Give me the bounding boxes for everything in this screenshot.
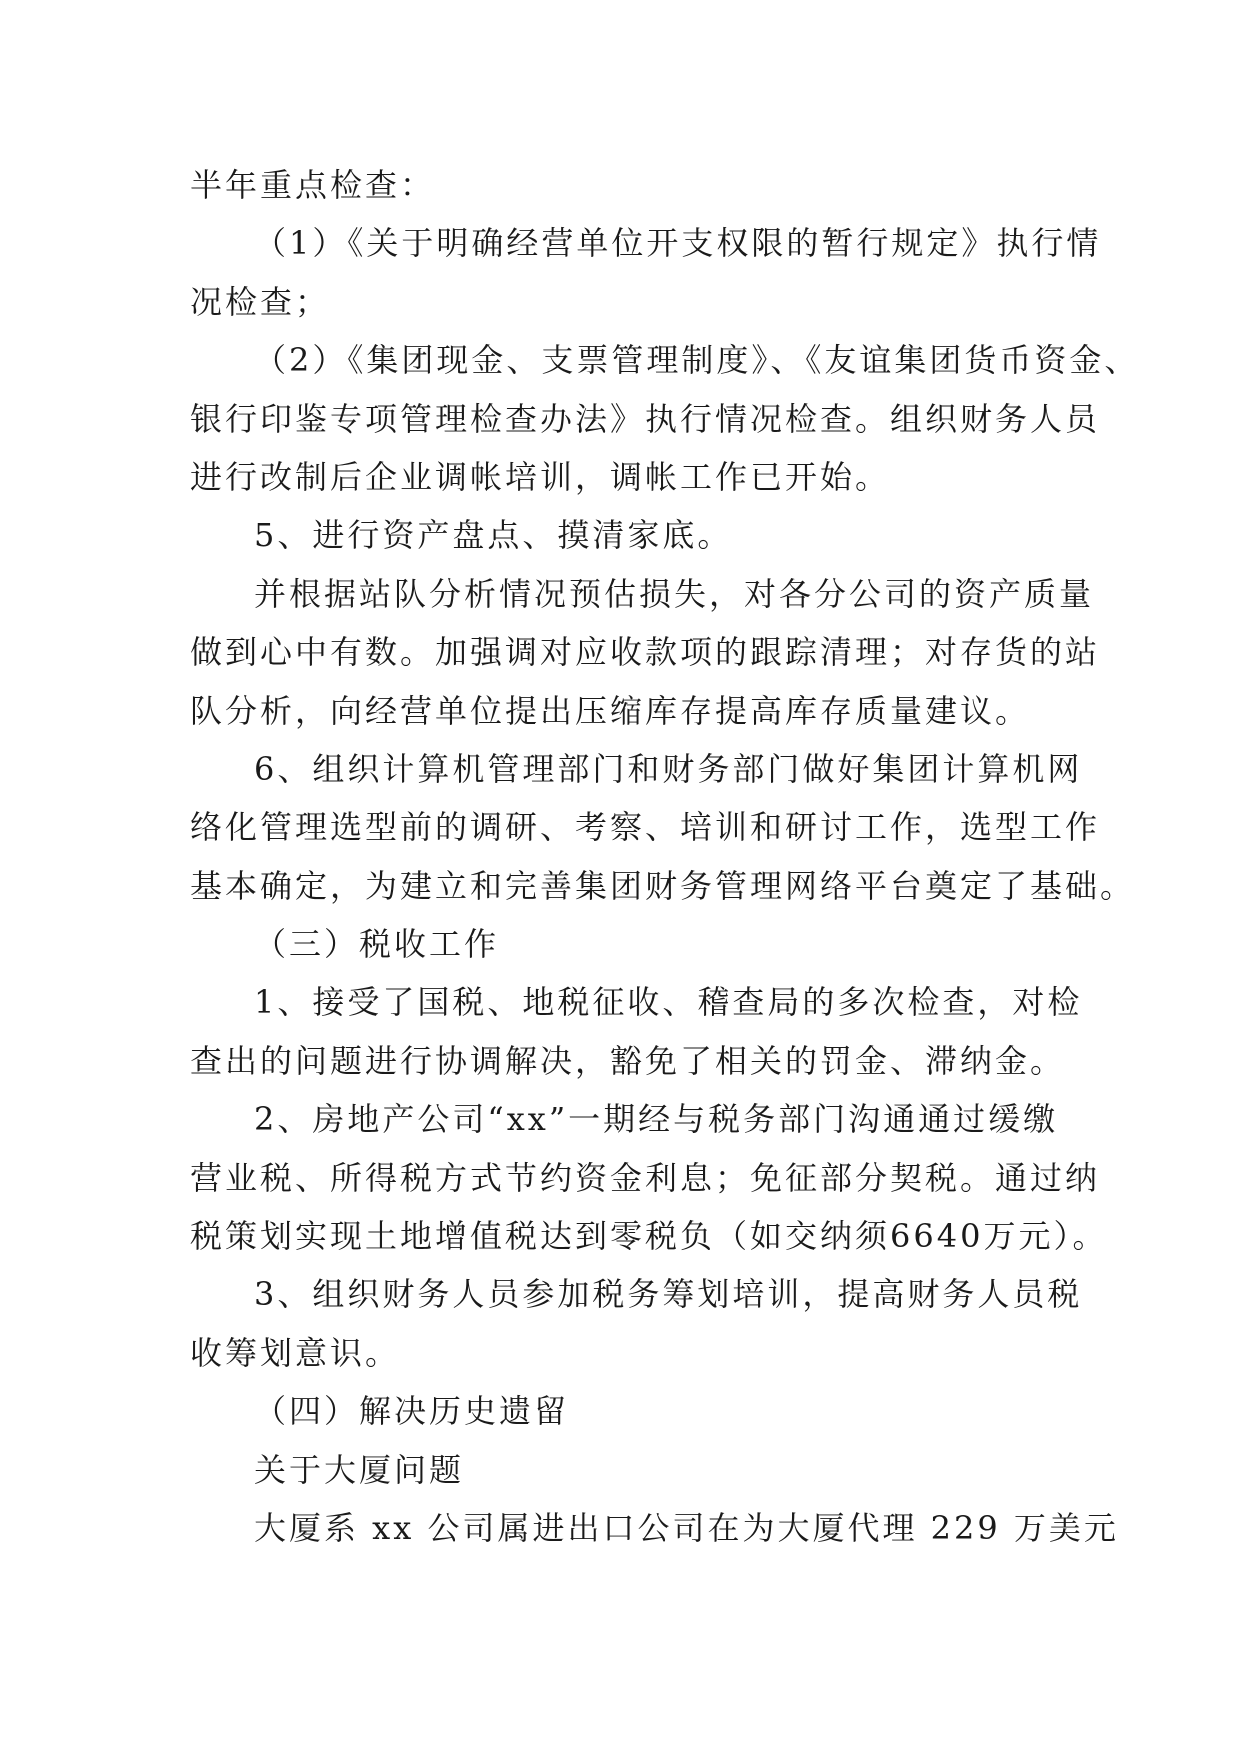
text-line: （1）《关于明确经营单位开支权限的暂行规定》执行情 <box>254 224 1102 263</box>
text-line: 大厦系 xx 公司属进出口公司在为大厦代理 229 万美元 <box>254 1508 1119 1547</box>
text-line: 况检查； <box>190 282 331 321</box>
text-line: 税策划实现土地增值税达到零税负（如交纳须6640万元）。 <box>190 1217 1108 1256</box>
text-line: 6、组织计算机管理部门和财务部门做好集团计算机网 <box>254 749 1083 788</box>
section-heading: （三）税收工作 <box>254 925 500 964</box>
text-line: 2、房地产公司“xx”一期经与税务部门沟通通过缓缴 <box>254 1100 1059 1139</box>
text-line: 查出的问题进行协调解决，豁免了相关的罚金、滞纳金。 <box>190 1041 1066 1080</box>
text-line: 收筹划意识。 <box>190 1333 401 1372</box>
text-line: 3、组织财务人员参加税务筹划培训，提高财务人员税 <box>254 1275 1083 1314</box>
text-line: 队分析，向经营单位提出压缩库存提高库存质量建议。 <box>190 691 1031 730</box>
text-line: （2）《集团现金、支票管理制度》、《友谊集团货币资金、 <box>254 341 1140 380</box>
text-line: 络化管理选型前的调研、考察、培训和研讨工作，选型工作 <box>190 808 1101 847</box>
text-line: 做到心中有数。加强调对应收款项的跟踪清理；对存货的站 <box>190 633 1101 672</box>
document-body <box>0 156 1241 1557</box>
section-heading: （四）解决历史遗留 <box>254 1392 570 1431</box>
text-line: 关于大厦问题 <box>254 1450 465 1489</box>
text-line: 1、接受了国税、地税征收、稽查局的多次检查，对检 <box>254 983 1083 1022</box>
text-line: 半年重点检查： <box>190 166 436 204</box>
text-line: 并根据站队分析情况预估损失，对各分公司的资产质量 <box>254 574 1095 613</box>
text-line: 银行印鉴专项管理检查办法》执行情况检查。组织财务人员 <box>190 399 1101 438</box>
text-line: 5、进行资产盘点、摸清家底。 <box>254 516 733 555</box>
text-line: 进行改制后企业调帐培训，调帐工作已开始。 <box>190 457 891 496</box>
text-line: 基本确定，为建立和完善集团财务管理网络平台奠定了基础。 <box>190 866 1136 905</box>
text-line: 营业税、所得税方式节约资金利息；免征部分契税。通过纳 <box>190 1158 1101 1197</box>
